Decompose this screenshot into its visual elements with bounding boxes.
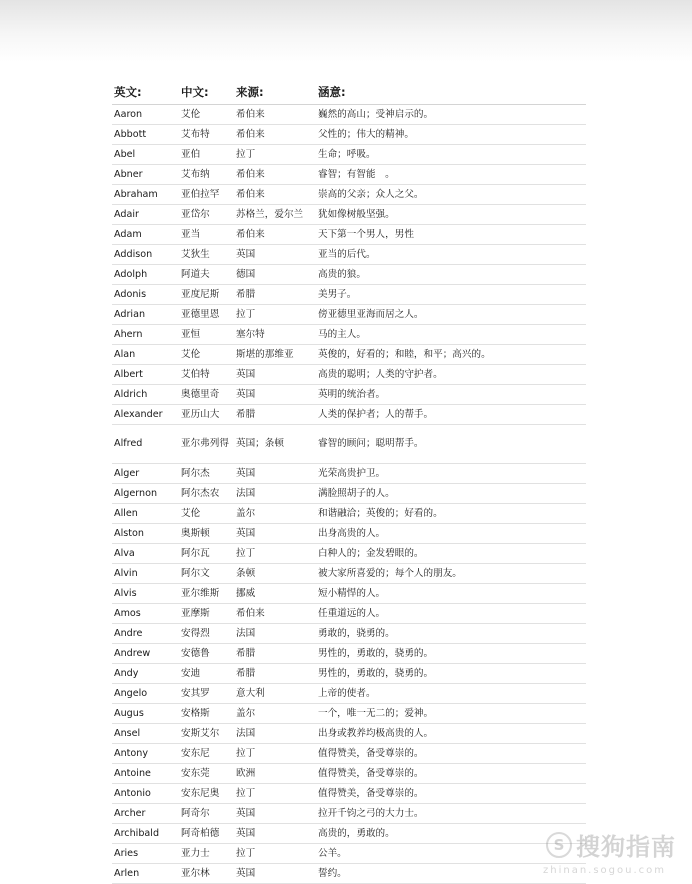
watermark-url: zhinan.sogou.com (542, 865, 666, 876)
cell-meaning: 高贵的狼。 (316, 265, 586, 285)
table-row (112, 524, 586, 544)
cell-origin: 英国 (234, 464, 316, 484)
cell-english: Alfred (112, 425, 179, 464)
cell-english: Adrian (112, 305, 179, 325)
cell-origin: 英国 (234, 864, 316, 884)
table-row (112, 844, 586, 864)
cell-meaning: 男性的，勇敢的，骁勇的。 (316, 664, 586, 684)
cell-chinese: 亚度尼斯 (179, 285, 234, 305)
header-english: 英文: (112, 80, 179, 105)
table-row (112, 325, 586, 345)
table-row (112, 484, 586, 504)
cell-meaning: 英俊的，好看的；和睦，和平；高兴的。 (316, 345, 586, 365)
cell-english: Adolph (112, 265, 179, 285)
cell-chinese: 安东莞 (179, 764, 234, 784)
cell-meaning: 英明的统治者。 (316, 385, 586, 405)
cell-origin: 希腊 (234, 644, 316, 664)
cell-chinese: 亚当 (179, 225, 234, 245)
table-row (112, 464, 586, 484)
cell-chinese: 阿尔文 (179, 564, 234, 584)
table-row (112, 285, 586, 305)
cell-origin: 拉丁 (234, 784, 316, 804)
cell-english: Augus (112, 704, 179, 724)
cell-meaning: 亚当的后代。 (316, 245, 586, 265)
cell-english: Amos (112, 604, 179, 624)
table-row (112, 584, 586, 604)
top-shadow (0, 0, 692, 62)
cell-origin: 英国 (234, 245, 316, 265)
table-row (112, 305, 586, 325)
cell-english: Archibald (112, 824, 179, 844)
cell-meaning: 誓约。 (316, 864, 586, 884)
cell-origin: 希伯来 (234, 604, 316, 624)
watermark-text: 搜狗指南 (576, 833, 676, 861)
cell-meaning: 生命；呼吸。 (316, 145, 586, 165)
cell-english: Antony (112, 744, 179, 764)
table-row (112, 764, 586, 784)
cell-origin: 英国 (234, 804, 316, 824)
cell-meaning: 出身或教养均极高贵的人。 (316, 724, 586, 744)
cell-meaning: 拉开千钧之弓的大力士。 (316, 804, 586, 824)
table-row (112, 704, 586, 724)
cell-english: Aldrich (112, 385, 179, 405)
cell-meaning: 高贵的，勇敢的。 (316, 824, 586, 844)
cell-english: Alan (112, 345, 179, 365)
cell-english: Aries (112, 844, 179, 864)
cell-chinese: 艾布特 (179, 125, 234, 145)
cell-chinese: 亚恒 (179, 325, 234, 345)
name-table (112, 80, 586, 884)
cell-origin: 塞尔特 (234, 325, 316, 345)
cell-english: Alvin (112, 564, 179, 584)
table-row (112, 225, 586, 245)
table-row (112, 624, 586, 644)
table-row (112, 145, 586, 165)
cell-chinese: 阿道夫 (179, 265, 234, 285)
cell-chinese: 奥斯顿 (179, 524, 234, 544)
table-row (112, 604, 586, 624)
cell-meaning: 值得赞美，备受尊崇的。 (316, 744, 586, 764)
cell-origin: 希伯来 (234, 225, 316, 245)
cell-meaning: 犹如像树般坚强。 (316, 205, 586, 225)
cell-chinese: 艾伦 (179, 345, 234, 365)
cell-meaning: 出身高贵的人。 (316, 524, 586, 544)
cell-english: Adam (112, 225, 179, 245)
cell-chinese: 亚历山大 (179, 405, 234, 425)
cell-chinese: 阿奇柏德 (179, 824, 234, 844)
cell-origin: 希伯来 (234, 165, 316, 185)
cell-meaning: 上帝的使者。 (316, 684, 586, 704)
cell-chinese: 亚尔弗列得 (179, 425, 234, 464)
cell-meaning: 傍亚德里亚海而居之人。 (316, 305, 586, 325)
cell-meaning: 天下第一个男人，男性 (316, 225, 586, 245)
cell-origin: 德国 (234, 265, 316, 285)
cell-english: Angelo (112, 684, 179, 704)
cell-meaning: 睿智；有智能 。 (316, 165, 586, 185)
cell-meaning: 公羊。 (316, 844, 586, 864)
cell-chinese: 亚德里恩 (179, 305, 234, 325)
cell-meaning: 一个，唯一无二的；爱神。 (316, 704, 586, 724)
cell-origin: 欧洲 (234, 764, 316, 784)
cell-chinese: 安德鲁 (179, 644, 234, 664)
cell-meaning: 满脸照胡子的人。 (316, 484, 586, 504)
cell-chinese: 亚伯 (179, 145, 234, 165)
table-row (112, 824, 586, 844)
cell-origin: 盖尔 (234, 704, 316, 724)
table-row (112, 644, 586, 664)
cell-meaning: 美男子。 (316, 285, 586, 305)
cell-chinese: 安东尼奥 (179, 784, 234, 804)
cell-origin: 英国 (234, 824, 316, 844)
cell-origin: 希伯来 (234, 105, 316, 125)
cell-chinese: 亚力士 (179, 844, 234, 864)
cell-english: Andre (112, 624, 179, 644)
cell-origin: 英国 (234, 524, 316, 544)
sogou-logo-icon: S (546, 832, 572, 858)
cell-chinese: 亚岱尔 (179, 205, 234, 225)
cell-english: Albert (112, 365, 179, 385)
cell-english: Alger (112, 464, 179, 484)
table-header-row (112, 80, 586, 105)
cell-origin: 拉丁 (234, 744, 316, 764)
cell-origin: 拉丁 (234, 544, 316, 564)
table-row (112, 385, 586, 405)
cell-origin: 盖尔 (234, 504, 316, 524)
cell-meaning: 男性的，勇敢的，骁勇的。 (316, 644, 586, 664)
cell-chinese: 亚伯拉罕 (179, 185, 234, 205)
table-row (112, 105, 586, 125)
cell-chinese: 艾布纳 (179, 165, 234, 185)
cell-origin: 希腊 (234, 664, 316, 684)
cell-english: Abbott (112, 125, 179, 145)
cell-chinese: 阿尔杰农 (179, 484, 234, 504)
table-row (112, 724, 586, 744)
cell-chinese: 艾伯特 (179, 365, 234, 385)
cell-origin: 拉丁 (234, 305, 316, 325)
cell-chinese: 亚尔维斯 (179, 584, 234, 604)
cell-meaning: 白种人的；金发碧眼的。 (316, 544, 586, 564)
cell-origin: 拉丁 (234, 844, 316, 864)
cell-chinese: 艾伦 (179, 105, 234, 125)
cell-meaning: 睿智的顾问；聪明帮手。 (316, 425, 586, 464)
cell-english: Antonio (112, 784, 179, 804)
cell-origin: 苏格兰，爱尔兰 (234, 205, 316, 225)
table-row (112, 504, 586, 524)
cell-english: Andrew (112, 644, 179, 664)
cell-chinese: 安迪 (179, 664, 234, 684)
cell-meaning: 光荣高贵护卫。 (316, 464, 586, 484)
cell-chinese: 亚摩斯 (179, 604, 234, 624)
cell-chinese: 艾狄生 (179, 245, 234, 265)
cell-meaning: 被大家所喜爱的；每个人的朋友。 (316, 564, 586, 584)
table-row (112, 684, 586, 704)
cell-meaning: 崇高的父亲；众人之父。 (316, 185, 586, 205)
table-row (112, 564, 586, 584)
cell-english: Abner (112, 165, 179, 185)
cell-origin: 英国；条顿 (234, 425, 316, 464)
cell-english: Allen (112, 504, 179, 524)
cell-meaning: 任重道远的人。 (316, 604, 586, 624)
cell-english: Alvis (112, 584, 179, 604)
table-row (112, 544, 586, 564)
cell-english: Adair (112, 205, 179, 225)
name-table-container (112, 80, 586, 884)
cell-origin: 英国 (234, 365, 316, 385)
cell-chinese: 安斯艾尔 (179, 724, 234, 744)
cell-chinese: 安得烈 (179, 624, 234, 644)
cell-english: Aaron (112, 105, 179, 125)
cell-english: Algernon (112, 484, 179, 504)
table-row (112, 205, 586, 225)
cell-origin: 挪威 (234, 584, 316, 604)
cell-meaning: 马的主人。 (316, 325, 586, 345)
cell-origin: 法国 (234, 624, 316, 644)
cell-meaning: 短小精悍的人。 (316, 584, 586, 604)
cell-meaning: 父性的；伟大的精神。 (316, 125, 586, 145)
cell-meaning: 人类的保护者；人的帮手。 (316, 405, 586, 425)
cell-chinese: 阿尔瓦 (179, 544, 234, 564)
header-chinese: 中文: (179, 80, 234, 105)
header-origin: 来源: (234, 80, 316, 105)
table-body (112, 105, 586, 884)
cell-english: Ahern (112, 325, 179, 345)
cell-origin: 希伯来 (234, 125, 316, 145)
table-row (112, 784, 586, 804)
cell-english: Abraham (112, 185, 179, 205)
cell-chinese: 阿尔杰 (179, 464, 234, 484)
cell-english: Arlen (112, 864, 179, 884)
table-row (112, 125, 586, 145)
table-row (112, 345, 586, 365)
cell-english: Archer (112, 804, 179, 824)
cell-chinese: 安格斯 (179, 704, 234, 724)
cell-origin: 法国 (234, 724, 316, 744)
cell-english: Andy (112, 664, 179, 684)
table-row (112, 185, 586, 205)
cell-origin: 希伯来 (234, 185, 316, 205)
cell-chinese: 安东尼 (179, 744, 234, 764)
cell-origin: 希腊 (234, 405, 316, 425)
cell-chinese: 阿奇尔 (179, 804, 234, 824)
cell-origin: 条顿 (234, 564, 316, 584)
cell-english: Adonis (112, 285, 179, 305)
cell-origin: 英国 (234, 385, 316, 405)
cell-english: Alva (112, 544, 179, 564)
cell-chinese: 亚尔林 (179, 864, 234, 884)
cell-origin: 拉丁 (234, 145, 316, 165)
table-row (112, 165, 586, 185)
cell-origin: 意大利 (234, 684, 316, 704)
cell-origin: 希腊 (234, 285, 316, 305)
cell-english: Addison (112, 245, 179, 265)
table-row (112, 265, 586, 285)
cell-meaning: 值得赞美，备受尊崇的。 (316, 764, 586, 784)
cell-meaning: 和谐融洽；英俊的；好看的。 (316, 504, 586, 524)
table-row (112, 864, 586, 884)
table-row (112, 365, 586, 385)
table-row (112, 804, 586, 824)
cell-english: Alston (112, 524, 179, 544)
cell-meaning: 值得赞美，备受尊崇的。 (316, 784, 586, 804)
table-row (112, 425, 586, 464)
table-row (112, 744, 586, 764)
cell-chinese: 奥德里奇 (179, 385, 234, 405)
watermark (546, 827, 676, 862)
cell-english: Alexander (112, 405, 179, 425)
table-row (112, 664, 586, 684)
cell-chinese: 安其罗 (179, 684, 234, 704)
cell-origin: 法国 (234, 484, 316, 504)
cell-origin: 斯堪的那维亚 (234, 345, 316, 365)
cell-english: Ansel (112, 724, 179, 744)
cell-meaning: 巍然的高山；受神启示的。 (316, 105, 586, 125)
table-row (112, 245, 586, 265)
cell-meaning: 勇敢的，骁勇的。 (316, 624, 586, 644)
header-meaning: 涵意: (316, 80, 586, 105)
cell-english: Abel (112, 145, 179, 165)
table-row (112, 405, 586, 425)
cell-meaning: 高贵的聪明；人类的守护者。 (316, 365, 586, 385)
cell-english: Antoine (112, 764, 179, 784)
cell-chinese: 艾伦 (179, 504, 234, 524)
